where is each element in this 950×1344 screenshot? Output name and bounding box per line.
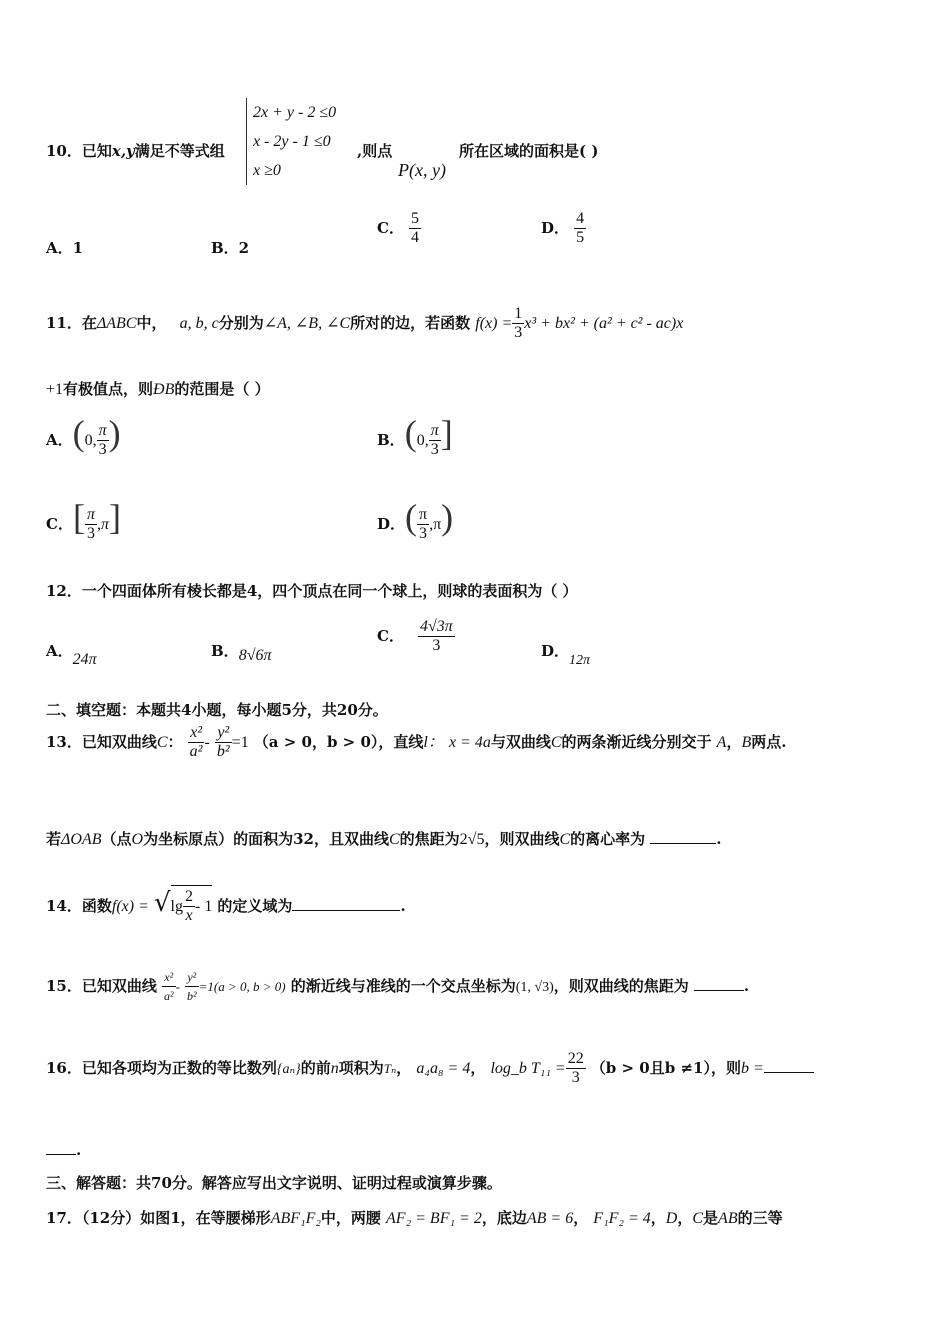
section-3-heading: 三、解答题：共70分。解答应写出文字说明、证明过程或演算步骤。 (46, 1174, 502, 1192)
section-2-heading: 二、填空题：本题共4小题，每小题5分，共20分。 (46, 701, 388, 719)
q10-inequality-system: 2x + y - 2 ≤0 x - 2y - 1 ≤0 x ≥0 (246, 98, 336, 185)
q12-option-b[interactable]: B．8√6π (211, 642, 272, 664)
q10-option-d[interactable]: D． $\frac{4}{5}$ (541, 210, 585, 246)
q11-option-c[interactable]: C．[ $\frac{\pi}{3}$ ,π] (46, 497, 121, 542)
q10-option-c[interactable]: C． $\frac{5}{4}$ (377, 210, 420, 246)
q13-answer-blank[interactable] (650, 843, 716, 844)
q10-option-a[interactable]: A．1 (46, 239, 84, 257)
q14-line: 14．函数f(x) = √lg $\frac{2}{x}$ - 1 的定义域为 . (46, 885, 406, 925)
q13-line1: 13．已知双曲线C： $\frac{\text{x²}}{\text{a²}}$ - $\frac{\text{y²}}{\text{b²}}$ =1 （a > 0，b > 0），直线l： x = 4a与双曲线C的两条渐近线分别交于 A，B两点. (46, 724, 787, 760)
q11-option-a[interactable]: A．(0, $\frac{\pi}{3}$ ) (46, 413, 121, 458)
q16-line: 16．已知各项均为正数的等比数列{aₙ}的前n项积为Tₙ， a₄a₈ = 4， log_b T₁₁ = $\frac{22}{3}$ （b > 0且b ≠1），则b = (46, 1050, 814, 1087)
q14-answer-blank[interactable] (292, 910, 400, 911)
q16-answer-blank-cont[interactable] (46, 1154, 76, 1155)
q16-answer-blank[interactable] (764, 1072, 814, 1073)
q11-option-d[interactable]: D．( $\frac{\pi}{3}$ ,π) (377, 497, 454, 542)
q13-line2: 若ΔOAB（点O为坐标原点）的面积为32，且双曲线C的焦距为2√5，则双曲线C的离心率为 . (46, 830, 722, 848)
q10-prefix: 10．已知x,y满足不等式组 (46, 142, 225, 160)
q15-answer-blank[interactable] (694, 990, 744, 991)
q10-point: P(x, y) (398, 160, 446, 180)
q10-then: ,则点 (357, 142, 393, 160)
q12-option-a[interactable]: A．24π (46, 642, 97, 668)
q17-line: 17．（12分）如图1，在等腰梯形ABF₁F₂中，两腰 AF₂ = BF₁ = 2，底边AB = 6， F₁F₂ = 4，D，C是AB的三等 (46, 1209, 783, 1227)
q16-continuation: . (46, 1140, 81, 1159)
q10-tail: 所在区域的面积是( ) (459, 142, 599, 160)
q12-option-c[interactable]: C． $\frac{4√3\pi}{3}$ (377, 618, 453, 654)
q12-option-d[interactable]: D．12π (541, 642, 591, 668)
q11-line1: 11．在ΔABC中， a, b, c分别为∠A, ∠B, ∠C所对的边，若函数 f(x) = $\frac{1}{3}$ x³ + bx² + (a² + c² - ac)x (46, 305, 684, 341)
q10-option-b[interactable]: B．2 (211, 239, 250, 257)
q11-option-b[interactable]: B．(0, $\frac{\pi}{3}$ ] (377, 413, 453, 458)
q12-text: 12．一个四面体所有棱长都是4，四个顶点在同一个球上，则球的表面积为（ ） (46, 582, 578, 600)
q11-line2: +1有极值点，则ÐB的范围是（ ） (46, 380, 270, 398)
q15-line: 15．已知双曲线 $\frac{\text{x²}}{\text{a²}}$ - $\frac{\text{y²}}{\text{b²}}$ =1(a > 0, b > 0) 的渐近线与准线的一个交点坐标为(1, √3)，则双曲线的焦距为 . (46, 970, 750, 1003)
